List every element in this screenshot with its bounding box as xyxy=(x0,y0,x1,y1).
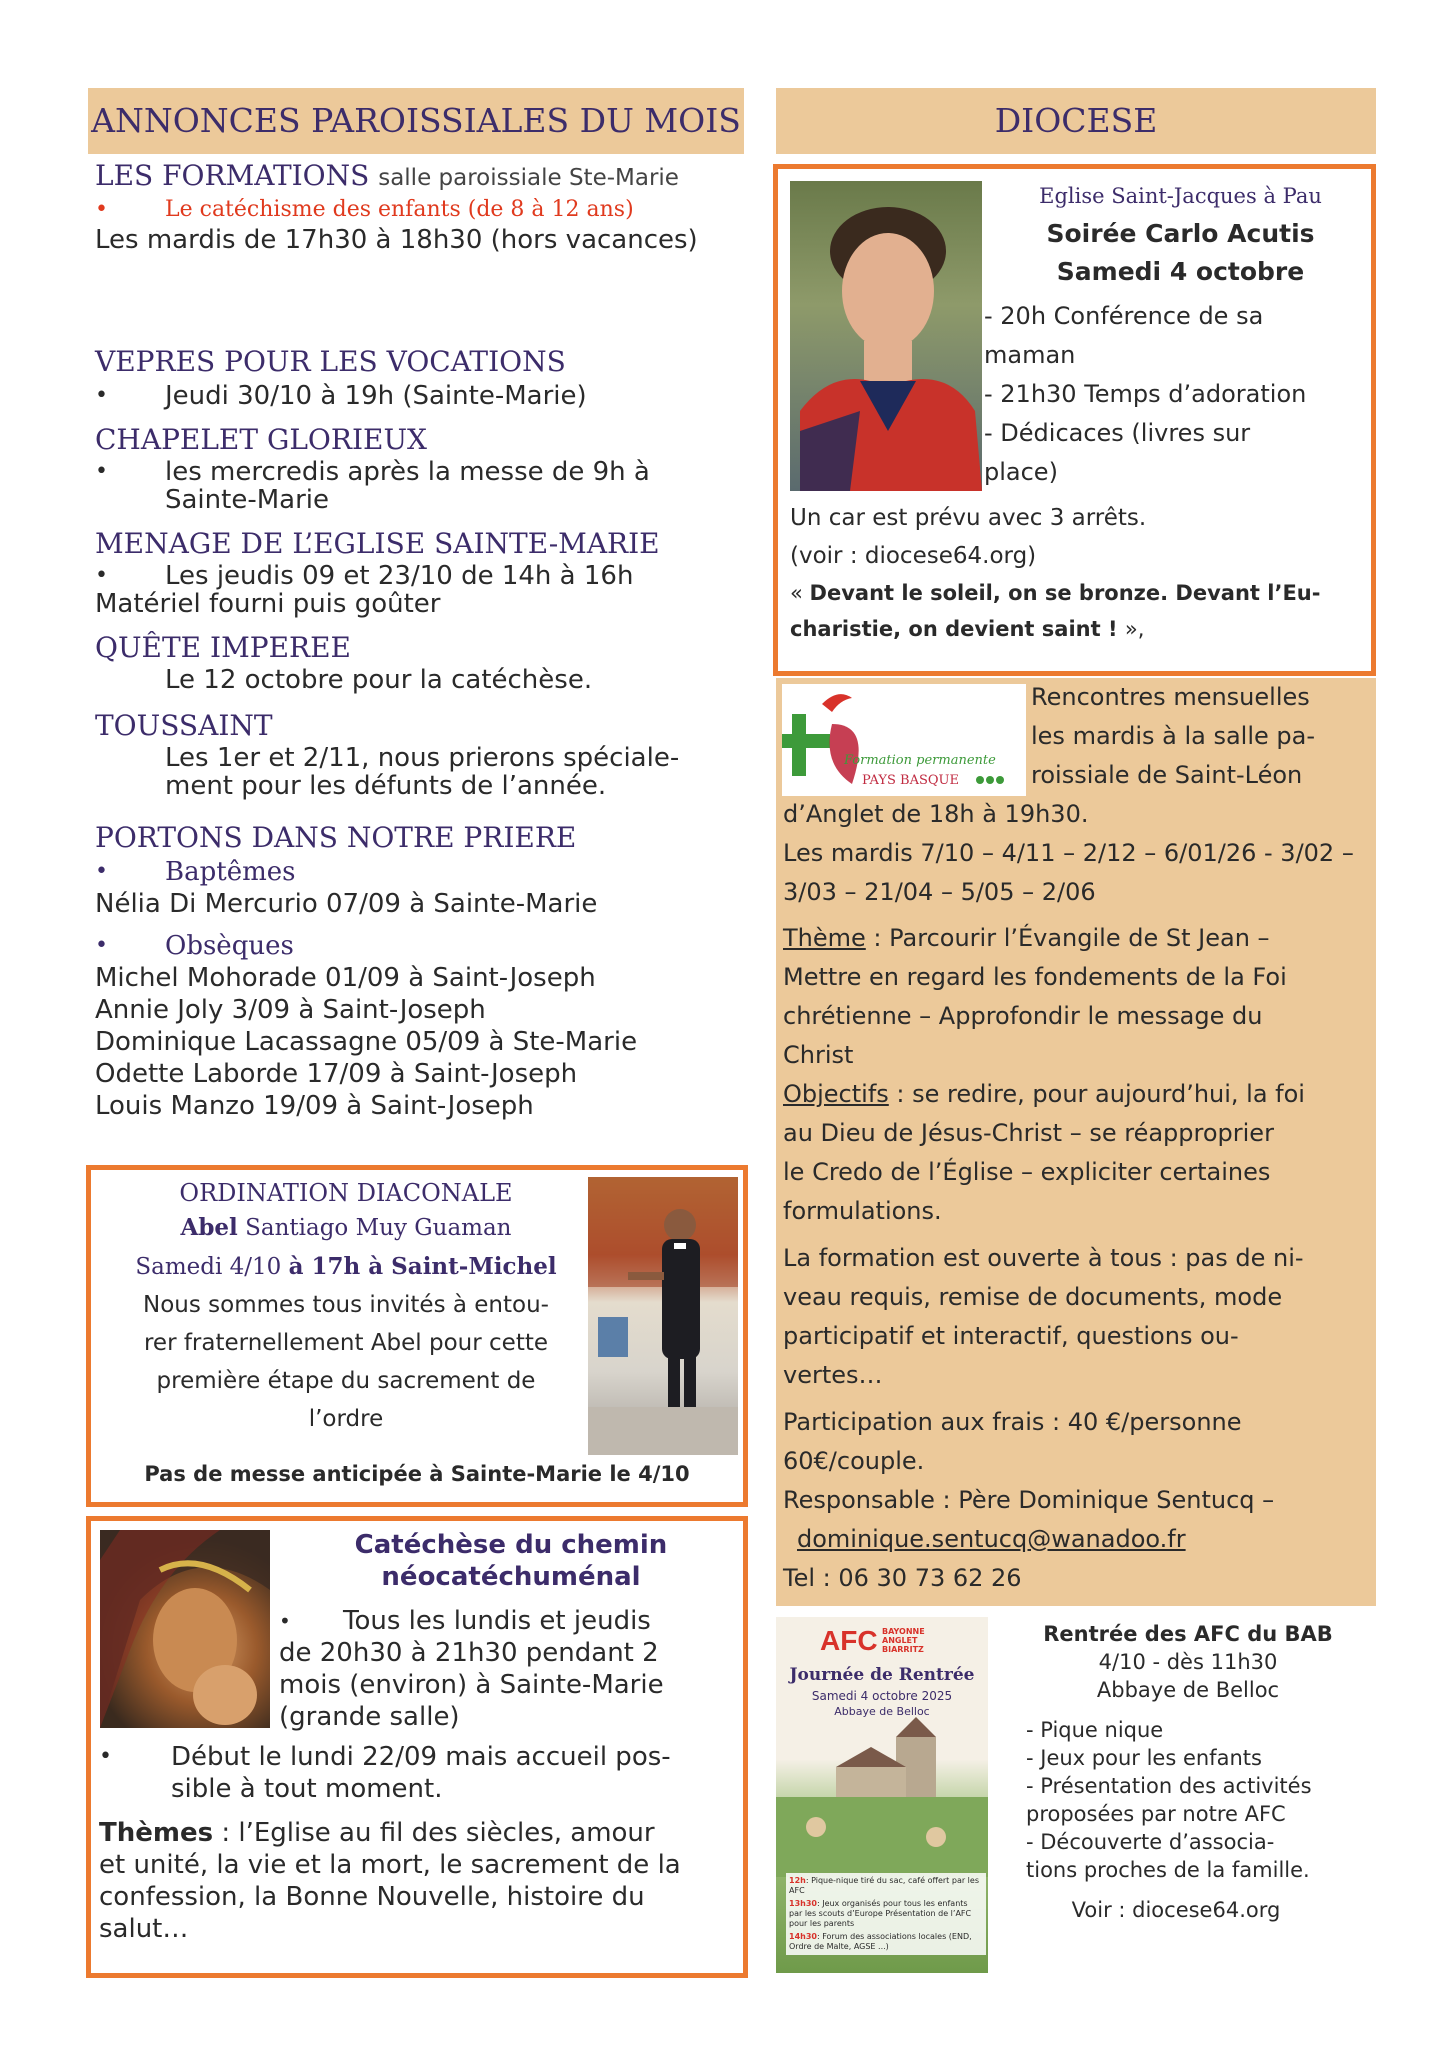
formations-title: LES FORMATIONS salle paroissiale Ste-Marie xyxy=(95,159,679,192)
afc-item: - Découverte d’associa- xyxy=(1026,1830,1275,1854)
ordination-text: première étape du sacrement de xyxy=(156,1368,536,1394)
ordination-text: rer fraternellement Abel pour cette xyxy=(143,1330,549,1356)
abbey-illustration xyxy=(776,1717,988,1877)
carlo-line: - 21h30 Temps d’adoration xyxy=(984,380,1307,408)
carlo-line: - 20h Conférence de sa xyxy=(984,302,1264,330)
formation-box xyxy=(776,678,1376,1606)
quete-line: Le 12 octobre pour la catéchèse. xyxy=(165,665,593,695)
formation-intro: roissiale de Saint-Léon xyxy=(1031,761,1303,789)
afc-when: 4/10 - dès 11h30 xyxy=(1098,1650,1278,1674)
catechese-box xyxy=(86,1516,748,1978)
menage-title: MENAGE DE L’EGLISE SAINTE-MARIE xyxy=(95,527,660,560)
obseque-entry: Annie Joly 3/09 à Saint-Joseph xyxy=(95,995,486,1025)
formations-subtitle: salle paroissiale Ste-Marie xyxy=(378,165,679,191)
carlo-quote: charistie, on devient saint ! », xyxy=(790,617,1145,641)
carlo-title: Soirée Carlo Acutis xyxy=(1046,219,1315,248)
catechese-themes: Thèmes : l’Eglise au fil des siècles, amour xyxy=(99,1818,655,1848)
formation-ouverte: La formation est ouverte à tous : pas de ni- xyxy=(783,1244,1304,1272)
carlo-place: Eglise Saint-Jacques à Pau xyxy=(1039,184,1322,208)
bapteme-entry: Nélia Di Mercurio 07/09 à Sainte-Marie xyxy=(95,889,598,919)
dove-icon xyxy=(822,694,852,712)
formation-logo xyxy=(782,684,1026,796)
formation-line: Les mardis 7/10 – 4/11 – 2/12 – 6/01/26 - 3/02 – xyxy=(783,839,1354,867)
afc-logo: AFC xyxy=(820,1625,878,1656)
formation-resp: Responsable : Père Dominique Sentucq – xyxy=(783,1486,1275,1514)
formation-intro: les mardis à la salle pa- xyxy=(1031,722,1316,750)
logo-line1: Formation permanente xyxy=(844,753,996,768)
poster-title: Journée de Rentrée xyxy=(789,1665,975,1685)
afc-item: proposées par notre AFC xyxy=(1026,1802,1286,1826)
catechese-themes-line: et unité, la vie et la mort, le sacrement de la xyxy=(99,1850,681,1880)
carlo-line: maman xyxy=(984,341,1076,369)
deacon-photo xyxy=(588,1177,738,1455)
formation-obj-line: formulations. xyxy=(783,1197,942,1225)
right-header: DIOCESE xyxy=(776,88,1376,154)
ordination-text: Nous sommes tous invités à entou- xyxy=(143,1292,549,1318)
toussaint-line2: ment pour les défunts de l’année. xyxy=(165,771,607,801)
afc-items xyxy=(1026,1716,1376,1884)
catechese-b1-line: (grande salle) xyxy=(279,1702,460,1732)
afc-cities: BAYONNE ANGLET BIARRITZ xyxy=(882,1627,925,1654)
afc-where: Abbaye de Belloc xyxy=(1096,1678,1280,1702)
ordination-text: l’ordre xyxy=(308,1406,384,1432)
carlo-photo xyxy=(790,181,982,491)
formation-theme-line: chrétienne – Approfondir le message du xyxy=(783,1002,1263,1030)
toussaint-title: TOUSSAINT xyxy=(95,709,273,742)
carlo-voir: (voir : diocese64.org) xyxy=(790,543,1037,569)
chapelet-line1: • les mercredis après la messe de 9h à xyxy=(95,458,755,486)
formation-obj-line: le Credo de l’Église – expliciter certaines xyxy=(783,1158,1271,1186)
afc-item: tions proches de la famille. xyxy=(1026,1858,1310,1882)
carlo-car: Un car est prévu avec 3 arrêts. xyxy=(790,505,1147,531)
catechisme-item: • Le catéchisme des enfants (de 8 à 12 ans) xyxy=(95,196,755,224)
formation-ouverte: participatif et interactif, questions ou- xyxy=(783,1322,1239,1350)
catechese-title: Catéchèse du chemin xyxy=(354,1530,668,1560)
chapelet-title: CHAPELET GLORIEUX xyxy=(95,423,427,456)
poster-date: Samedi 4 octobre 2025 xyxy=(811,1689,953,1703)
priere-title: PORTONS DANS NOTRE PRIERE xyxy=(95,821,577,854)
formation-frais: Participation aux frais : 40 €/personne xyxy=(783,1408,1242,1436)
quete-title: QUÊTE IMPEREE xyxy=(95,631,351,664)
formation-obj: Objectifs : se redire, pour aujourd’hui, la foi xyxy=(783,1080,1305,1108)
formation-theme: Thème : Parcourir l’Évangile de St Jean – xyxy=(783,924,1270,952)
formation-theme-line: Mettre en regard les fondements de la Foi xyxy=(783,963,1287,991)
menage-line2: Matériel fourni puis goûter xyxy=(95,589,441,619)
logo-line2: PAYS BASQUE xyxy=(862,773,959,788)
formation-tel: Tel : 06 30 73 62 26 xyxy=(783,1564,1022,1592)
formation-line: d’Anglet de 18h à 19h30. xyxy=(783,800,1089,828)
announcements-column xyxy=(95,158,755,1122)
formation-obj-line: au Dieu de Jésus-Christ – se réapproprier xyxy=(783,1119,1274,1147)
formation-ouverte: veau requis, remise de documents, mode xyxy=(783,1283,1283,1311)
afc-title: Rentrée des AFC du BAB xyxy=(1043,1622,1333,1646)
vepres-title: VEPRES POUR LES VOCATIONS xyxy=(95,345,566,378)
catechese-themes-line: salut… xyxy=(99,1914,189,1944)
formation-email-link[interactable]: dominique.sentucq@wanadoo.fr xyxy=(797,1525,1186,1553)
carlo-date: Samedi 4 octobre xyxy=(1056,257,1305,286)
obseques-label: • Obsèques xyxy=(95,930,755,962)
ordination-note: Pas de messe anticipée à Sainte-Marie le 4/10 xyxy=(144,1462,690,1486)
obseque-entry: Louis Manzo 19/09 à Saint-Joseph xyxy=(95,1091,534,1121)
formation-ouverte: vertes… xyxy=(783,1361,883,1389)
ordination-title: ORDINATION DIACONALE xyxy=(179,1179,513,1207)
toussaint-line1: Les 1er et 2/11, nous prierons spéciale- xyxy=(165,743,680,773)
afc-item: - Pique nique xyxy=(1026,1718,1164,1742)
baptemes-label: • Baptêmes xyxy=(95,856,755,888)
catechese-themes-line: confession, la Bonne Nouvelle, histoire du xyxy=(99,1882,645,1912)
ordination-box xyxy=(86,1165,748,1507)
formation-frais: 60€/couple. xyxy=(783,1447,925,1475)
obseque-entry: Odette Laborde 17/09 à Saint-Joseph xyxy=(95,1059,578,1089)
catechese-b2-line: • Début le lundi 22/09 mais accueil pos- xyxy=(99,1741,747,1773)
catechisme-detail: Les mardis de 17h30 à 18h30 (hors vacances) xyxy=(95,225,698,255)
afc-poster xyxy=(776,1617,988,1973)
catechese-b1-line: mois (environ) à Sainte-Marie xyxy=(279,1670,664,1700)
formation-intro: Rencontres mensuelles xyxy=(1031,683,1310,711)
formation-line: 3/03 – 21/04 – 5/05 – 2/06 xyxy=(783,878,1096,906)
carlo-line: place) xyxy=(984,458,1058,486)
catechese-b1-line: • Tous les lundis et jeudis xyxy=(279,1606,651,1636)
left-header: ANNONCES PAROISSIALES DU MOIS xyxy=(88,88,744,154)
obseque-entry: Michel Mohorade 01/09 à Saint-Joseph xyxy=(95,963,596,993)
afc-item: - Jeux pour les enfants xyxy=(1026,1746,1262,1770)
catechese-b1-line: de 20h30 à 21h30 pendant 2 xyxy=(279,1638,659,1668)
menage-line1: • Les jeudis 09 et 23/10 de 14h à 16h xyxy=(95,562,755,590)
afc-info xyxy=(1000,1620,1376,1704)
ordination-name: Abel Santiago Muy Guaman xyxy=(180,1214,512,1241)
vepres-item: • Jeudi 30/10 à 19h (Sainte-Marie) xyxy=(95,380,755,412)
chapelet-line2: Sainte-Marie xyxy=(165,485,329,515)
poster-schedule: 12h: Pique-nique tiré du sac, café offert par les AFC 13h30: Jeux organisés pour tous les enfants par les scouts d’Europe Présentation de l’AFC pour les parents 14h30: Forum des associations locales (END, Ordre de Malte, AGSE ...) xyxy=(786,1873,986,1955)
carlo-box xyxy=(773,164,1376,676)
carlo-line: - Dédicaces (livres sur xyxy=(984,419,1251,447)
catechese-title: néocatéchuménal xyxy=(381,1562,641,1592)
obseque-entry: Dominique Lacassagne 05/09 à Ste-Marie xyxy=(95,1027,638,1057)
icon-painting xyxy=(100,1530,270,1728)
ordination-date: Samedi 4/10 à 17h à Saint-Michel xyxy=(135,1253,557,1280)
poster-place: Abbaye de Belloc xyxy=(834,1705,930,1718)
afc-voir: Voir : diocese64.org xyxy=(1071,1898,1281,1922)
afc-item: - Présentation des activités xyxy=(1026,1774,1312,1798)
formation-theme-line: Christ xyxy=(783,1041,854,1069)
catechese-b2-line: sible à tout moment. xyxy=(171,1774,443,1804)
carlo-quote: « Devant le soleil, on se bronze. Devant l’Eu- xyxy=(790,581,1321,605)
